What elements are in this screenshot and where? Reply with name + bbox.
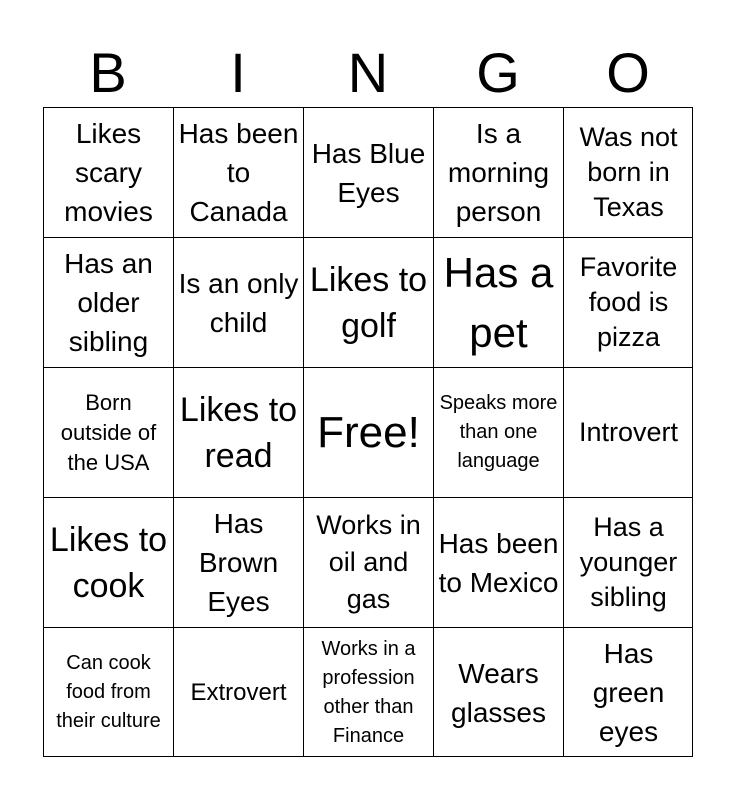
bingo-cell[interactable] — [433, 107, 563, 237]
cell-label: Likes to golf — [309, 260, 428, 345]
cell-label: Works in a profession other than Finance — [321, 637, 416, 747]
cell-label: Has an older sibling — [64, 248, 153, 357]
cell-label: Favorite food is pizza — [579, 252, 678, 352]
cell-label: Born outside of the USA — [60, 389, 157, 475]
cell-label: Was not born in Texas — [579, 122, 678, 222]
cell-label: Has been to Mexico — [438, 527, 559, 598]
cell-label: Extrovert — [190, 679, 287, 706]
cell-label: Introvert — [578, 417, 679, 447]
cell-label: Likes to cook — [49, 520, 168, 605]
bingo-header — [43, 38, 693, 108]
header-letter-i: I — [230, 41, 246, 104]
bingo-cell[interactable] — [173, 237, 303, 367]
cell-label: Wears glasses — [451, 657, 546, 728]
bingo-cell[interactable] — [43, 237, 173, 367]
bingo-board — [43, 107, 693, 757]
bingo-cell[interactable] — [43, 107, 173, 237]
cell-label: Speaks more than one language — [439, 392, 558, 472]
cell-label: Is an only child — [178, 267, 299, 338]
cell-label: Is a morning person — [447, 118, 550, 227]
bingo-cell[interactable] — [563, 497, 693, 627]
bingo-cell[interactable] — [173, 627, 303, 757]
cell-label: Likes scary movies — [64, 118, 153, 227]
cell-label: Can cook food from their culture — [56, 652, 161, 732]
cell-label: Has a younger sibling — [579, 512, 678, 612]
bingo-cell[interactable] — [433, 367, 563, 497]
bingo-cell[interactable] — [173, 107, 303, 237]
bingo-cell[interactable] — [43, 627, 173, 757]
bingo-cell[interactable] — [433, 237, 563, 367]
header-letter-b: B — [89, 41, 127, 104]
cell-label: Has Brown Eyes — [198, 508, 279, 617]
cell-label: Has green eyes — [592, 638, 665, 747]
cell-label: Has Blue Eyes — [311, 137, 426, 208]
cell-label: Has been to Canada — [178, 118, 299, 227]
bingo-cell[interactable] — [173, 367, 303, 497]
header-letter-o: O — [606, 41, 650, 104]
cell-label: Works in oil and gas — [316, 510, 421, 614]
bingo-cell[interactable] — [303, 107, 433, 237]
cell-label: Has a pet — [443, 248, 554, 356]
header-letter-n: N — [347, 41, 389, 104]
bingo-cell[interactable] — [563, 237, 693, 367]
bingo-cell[interactable] — [563, 367, 693, 497]
bingo-cell[interactable] — [303, 627, 433, 757]
bingo-cell[interactable] — [303, 497, 433, 627]
bingo-cell[interactable] — [563, 627, 693, 757]
bingo-cell[interactable] — [173, 497, 303, 627]
bingo-cell[interactable] — [433, 627, 563, 757]
free-space-label: Free! — [317, 407, 420, 457]
bingo-cell[interactable] — [43, 497, 173, 627]
bingo-cell[interactable] — [563, 107, 693, 237]
bingo-cell[interactable] — [433, 497, 563, 627]
bingo-cell[interactable] — [43, 367, 173, 497]
free-space[interactable] — [303, 367, 433, 497]
header-letter-g: G — [476, 41, 520, 104]
cell-label: Likes to read — [179, 390, 298, 475]
bingo-cell[interactable] — [303, 237, 433, 367]
